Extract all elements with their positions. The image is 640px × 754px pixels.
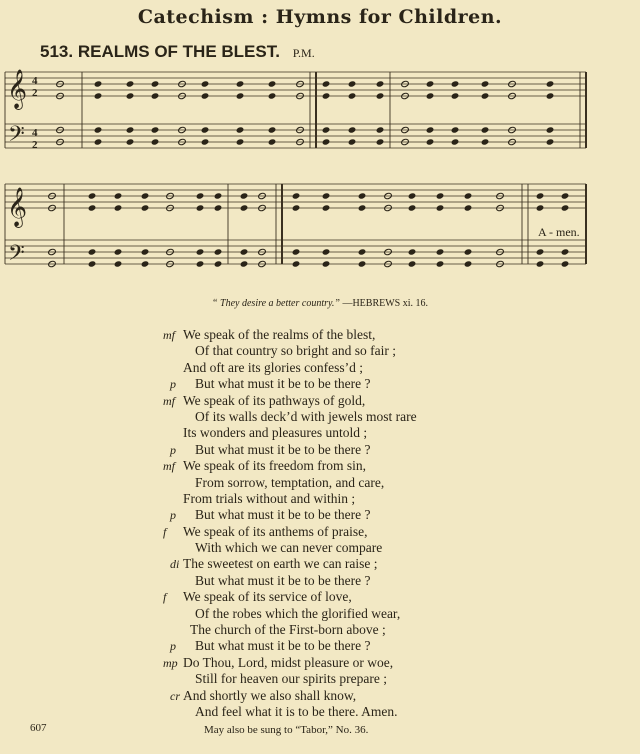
verse-line: But what must it be to be there ? xyxy=(195,441,371,457)
note-head xyxy=(196,248,205,255)
note-head xyxy=(114,260,123,267)
note-head xyxy=(141,192,150,199)
note-head xyxy=(236,80,245,87)
note-head xyxy=(236,126,245,133)
note-head xyxy=(141,204,150,211)
note-head xyxy=(348,138,357,145)
dynamic-marking: cr xyxy=(170,688,180,703)
dynamic-marking: mp xyxy=(163,656,178,670)
note-head xyxy=(126,126,135,133)
note-head xyxy=(536,260,545,267)
verse-line: The sweetest on earth we can raise ; xyxy=(183,556,378,572)
note-head xyxy=(214,248,223,255)
note-head xyxy=(196,204,205,211)
note-head xyxy=(114,192,123,199)
dynamic-marking: p xyxy=(170,442,176,457)
dynamic-marking: mf xyxy=(163,393,175,408)
verse-line: Its wonders and pleasures untold ; xyxy=(183,425,368,441)
note-head xyxy=(240,192,249,199)
verse-line: The church of the First-born above ; xyxy=(190,622,386,637)
hymn-title: REALMS OF THE BLEST. xyxy=(77,42,280,61)
bass-clef-icon: 𝄢 xyxy=(8,241,25,271)
time-sig-bottom: 2 xyxy=(32,139,38,151)
note-head xyxy=(268,92,277,99)
note-head xyxy=(88,260,97,267)
note-head xyxy=(536,248,545,255)
note-head xyxy=(151,138,160,145)
note-head xyxy=(322,80,331,87)
verse-line: And oft are its glories confess’d ; xyxy=(183,359,363,375)
note-head xyxy=(481,92,490,99)
note-head xyxy=(464,204,473,211)
note-head xyxy=(94,80,103,87)
note-head xyxy=(151,92,160,99)
time-sig-top: 4 xyxy=(32,75,38,87)
verse-line: We speak of its pathways of gold, xyxy=(183,392,366,408)
dynamic-marking: p xyxy=(170,639,176,654)
note-head xyxy=(240,248,249,255)
note-head xyxy=(292,260,301,267)
verse-line: From sorrow, temptation, and care, xyxy=(195,474,385,490)
note-head xyxy=(196,260,205,267)
note-head xyxy=(451,92,460,99)
note-head xyxy=(376,80,385,87)
note-head xyxy=(546,92,555,99)
verse-line: Do Thou, Lord, midst pleasure or woe, xyxy=(183,655,394,670)
note-head xyxy=(561,260,570,267)
note-head xyxy=(426,126,435,133)
note-head xyxy=(201,138,210,145)
time-sig-bottom: 2 xyxy=(32,87,38,99)
note-head xyxy=(114,204,123,211)
note-head xyxy=(94,126,103,133)
note-head xyxy=(358,248,367,255)
note-head xyxy=(322,248,331,255)
hymn-meter: P.M. xyxy=(292,46,315,60)
note-head xyxy=(214,192,223,199)
note-head xyxy=(376,138,385,145)
note-head xyxy=(322,260,331,267)
note-head xyxy=(436,260,445,267)
time-signature xyxy=(32,75,38,151)
note-head xyxy=(348,92,357,99)
note-head xyxy=(88,192,97,199)
note-head xyxy=(322,192,331,199)
note-head xyxy=(94,92,103,99)
note-head xyxy=(436,248,445,255)
note-head xyxy=(561,192,570,199)
bass-clef-icon: 𝄢 xyxy=(8,122,25,152)
note-head xyxy=(322,92,331,99)
note-head xyxy=(214,260,223,267)
treble-clef-icon: 𝄞 xyxy=(7,69,28,109)
note-head xyxy=(151,80,160,87)
note-head xyxy=(536,204,545,211)
note-head xyxy=(536,192,545,199)
note-head xyxy=(546,80,555,87)
verse-line: From trials without and within ; xyxy=(183,490,356,506)
note-head xyxy=(436,204,445,211)
note-head xyxy=(201,92,210,99)
hymn-number: 513. xyxy=(40,42,74,61)
note-head xyxy=(376,92,385,99)
note-head xyxy=(358,204,367,211)
music-score xyxy=(0,58,640,288)
note-head xyxy=(481,126,490,133)
verse-line: But what must it be to be there ? xyxy=(195,638,371,654)
note-head xyxy=(451,126,460,133)
note-head xyxy=(464,192,473,199)
dynamic-marking: p xyxy=(170,376,176,391)
note-head xyxy=(481,138,490,145)
verse-line: We speak of its freedom from sin, xyxy=(183,458,366,474)
verse-line: But what must it be to be there ? xyxy=(195,507,371,523)
note-head xyxy=(214,204,223,211)
note-head xyxy=(426,80,435,87)
note-head xyxy=(240,204,249,211)
note-head xyxy=(236,138,245,145)
dynamic-marking: f xyxy=(163,590,167,605)
note-head xyxy=(88,248,97,255)
note-head xyxy=(546,138,555,145)
note-head xyxy=(268,80,277,87)
note-head xyxy=(114,248,123,255)
note-head xyxy=(126,92,135,99)
verse-line: We speak of its service of love, xyxy=(183,589,352,605)
note-head xyxy=(408,260,417,267)
note-head xyxy=(408,248,417,255)
dynamic-marking: f xyxy=(163,524,167,539)
verse-line: With which we can never compare xyxy=(195,540,383,556)
note-head xyxy=(464,260,473,267)
note-head xyxy=(126,138,135,145)
note-head xyxy=(88,204,97,211)
note-head xyxy=(481,80,490,87)
treble-clef-icon: 𝄞 xyxy=(7,187,28,227)
dynamic-marking: mf xyxy=(163,328,175,342)
note-head xyxy=(358,260,367,267)
dynamic-marking: di xyxy=(170,557,180,572)
note-head xyxy=(358,192,367,199)
time-sig-top: 4 xyxy=(32,127,38,139)
note-head xyxy=(408,192,417,199)
note-head xyxy=(94,138,103,145)
note-head xyxy=(236,92,245,99)
note-head xyxy=(201,80,210,87)
note-head xyxy=(196,192,205,199)
verse-line: But what must it be to be there ? xyxy=(195,375,371,391)
note-head xyxy=(322,138,331,145)
note-head xyxy=(151,126,160,133)
notes xyxy=(48,80,570,267)
dynamic-marking: p xyxy=(170,508,176,523)
verse-line: But what must it be to be there ? xyxy=(195,572,371,588)
note-head xyxy=(436,192,445,199)
note-head xyxy=(268,126,277,133)
note-head xyxy=(408,204,417,211)
note-head xyxy=(546,126,555,133)
verse-line: We speak of its anthems of praise, xyxy=(183,523,368,539)
note-head xyxy=(292,192,301,199)
note-head xyxy=(141,248,150,255)
verse-line: And shortly we also shall know, xyxy=(183,687,357,703)
verse-line: Of its walls deck’d with jewels most rare xyxy=(195,408,417,424)
verse-line: Still for heaven our spirits prepare ; xyxy=(195,671,387,687)
verse-line: Of that country so bright and so fair ; xyxy=(195,343,396,359)
clefs xyxy=(7,69,27,271)
verse-line: We speak of the realms of the blest, xyxy=(183,327,376,342)
alternate-tune-note: May also be sung to “Tabor,” No. 36. xyxy=(204,724,369,736)
note-head xyxy=(268,138,277,145)
staff-lines xyxy=(5,72,586,264)
page-header: Catechism : Hymns for Children. xyxy=(137,6,503,28)
note-head xyxy=(201,126,210,133)
note-head xyxy=(348,126,357,133)
citation-quote: “ They desire a better country.” xyxy=(211,298,340,309)
scripture-citation xyxy=(0,298,640,309)
note-head xyxy=(426,92,435,99)
note-head xyxy=(126,80,135,87)
note-head xyxy=(464,248,473,255)
note-head xyxy=(240,260,249,267)
note-head xyxy=(561,248,570,255)
dynamic-marking: mf xyxy=(163,459,175,474)
note-head xyxy=(348,80,357,87)
note-head xyxy=(451,80,460,87)
page-number: 607 xyxy=(30,722,47,734)
note-head xyxy=(451,138,460,145)
amen-label: A - men. xyxy=(538,225,580,239)
verse-line: And feel what it is to be there. Amen. xyxy=(195,703,398,719)
verse-line: Of the robes which the glorified wear, xyxy=(195,605,401,621)
note-head xyxy=(292,248,301,255)
note-head xyxy=(322,126,331,133)
note-head xyxy=(376,126,385,133)
note-head xyxy=(141,260,150,267)
citation-source: —HEBREWS xi. 16. xyxy=(342,298,428,309)
note-head xyxy=(561,204,570,211)
note-head xyxy=(292,204,301,211)
note-head xyxy=(426,138,435,145)
note-head xyxy=(322,204,331,211)
